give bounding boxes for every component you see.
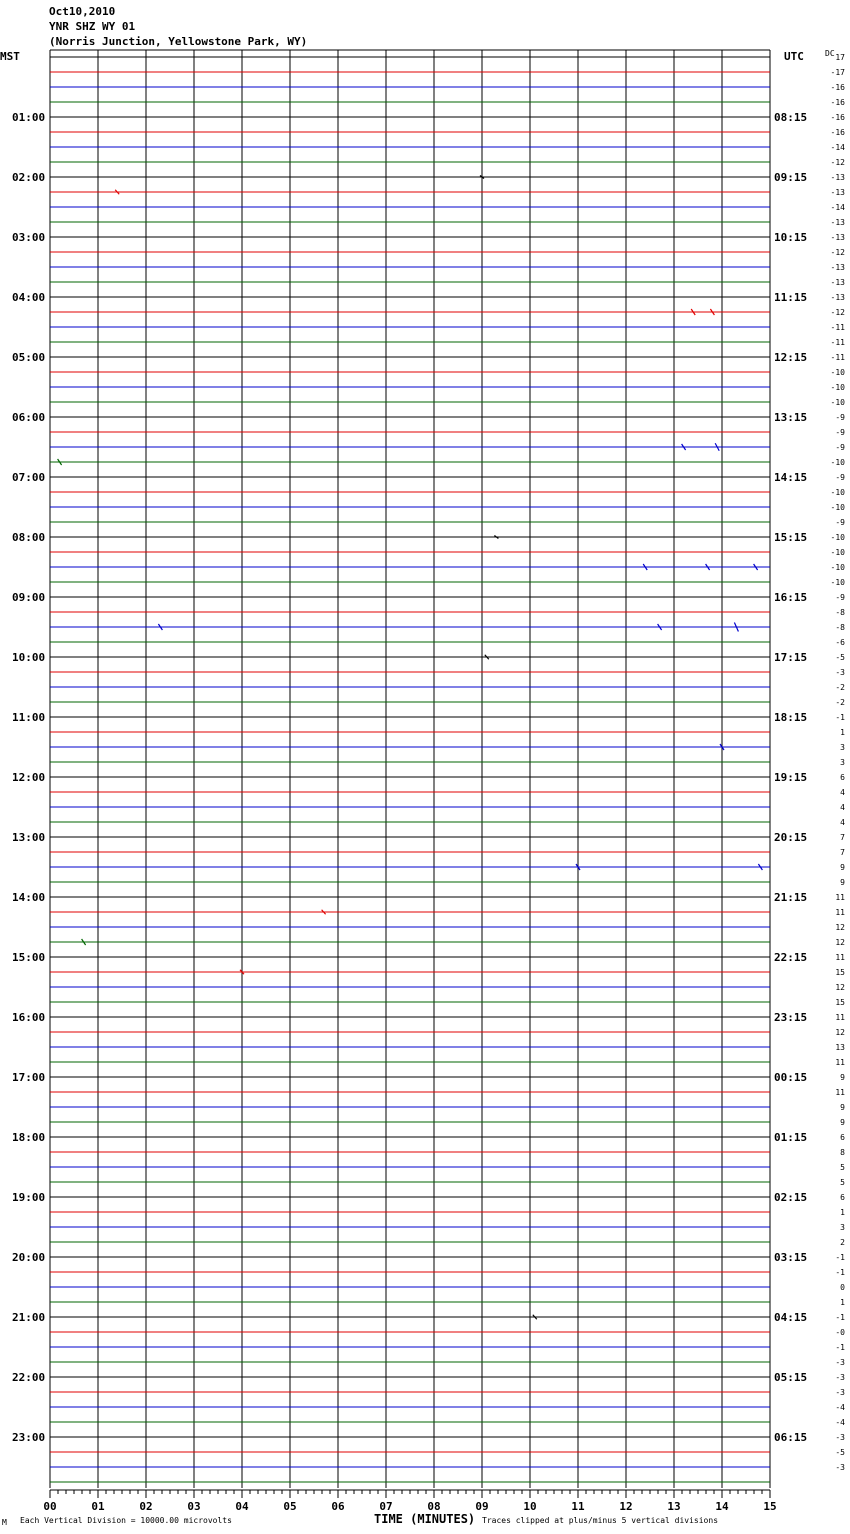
right-hour-label: 18:15 bbox=[774, 711, 808, 724]
dc-offset-label: -11 bbox=[830, 338, 845, 347]
left-hour-label: 20:00 bbox=[12, 1251, 46, 1264]
left-hour-label: 05:00 bbox=[12, 351, 46, 364]
right-hour-label: 15:15 bbox=[774, 531, 808, 544]
right-hour-label: 02:15 bbox=[774, 1191, 808, 1204]
left-hour-label: 12:00 bbox=[12, 771, 46, 784]
right-hour-label: 14:15 bbox=[774, 471, 808, 484]
x-tick-label: 05 bbox=[283, 1500, 297, 1513]
left-hour-label: 03:00 bbox=[12, 231, 46, 244]
dc-offset-label: -3 bbox=[835, 668, 845, 677]
left-hour-label: 13:00 bbox=[12, 831, 46, 844]
right-hour-label: 03:15 bbox=[774, 1251, 808, 1264]
dc-offset-label: -13 bbox=[830, 278, 845, 287]
right-hour-label: 23:15 bbox=[774, 1011, 808, 1024]
dc-offset-label: -2 bbox=[835, 683, 845, 692]
dc-offset-label: -14 bbox=[830, 143, 845, 152]
x-tick-label: 12 bbox=[619, 1500, 633, 1513]
dc-offset-label: -3 bbox=[835, 1388, 845, 1397]
x-tick-label: 14 bbox=[715, 1500, 729, 1513]
dc-offset-label: -12 bbox=[830, 308, 845, 317]
dc-offset-label: 12 bbox=[835, 1028, 845, 1037]
right-hour-label: 13:15 bbox=[774, 411, 808, 424]
dc-offset-label: 9 bbox=[840, 1103, 845, 1112]
dc-offset-label: 3 bbox=[840, 743, 845, 752]
dc-offset-label: -10 bbox=[830, 383, 845, 392]
dc-offset-label: 11 bbox=[835, 1088, 845, 1097]
left-hour-label: 01:00 bbox=[12, 111, 46, 124]
left-hour-label: 07:00 bbox=[12, 471, 46, 484]
clip-note: Traces clipped at plus/minus 5 vertical divisions bbox=[482, 1516, 719, 1525]
right-hour-label: 04:15 bbox=[774, 1311, 808, 1324]
right-hour-label: 05:15 bbox=[774, 1371, 808, 1384]
x-tick-label: 00 bbox=[43, 1500, 57, 1513]
dc-offset-label: 4 bbox=[840, 818, 845, 827]
dc-offset-label: 7 bbox=[840, 833, 845, 842]
dc-offset-label: 17 bbox=[835, 53, 845, 62]
dc-offset-label: -10 bbox=[830, 578, 845, 587]
dc-offset-label: -6 bbox=[835, 638, 845, 647]
dc-offset-label: -10 bbox=[830, 488, 845, 497]
dc-offset-label: 15 bbox=[835, 998, 845, 1007]
dc-offset-label: -13 bbox=[830, 263, 845, 272]
dc-offset-label: 9 bbox=[840, 863, 845, 872]
dc-offset-label: 15 bbox=[835, 968, 845, 977]
x-tick-label: 09 bbox=[475, 1500, 489, 1513]
dc-offset-label: 12 bbox=[835, 983, 845, 992]
dc-label: DC bbox=[825, 49, 835, 58]
header-station: YNR SHZ WY 01 bbox=[49, 20, 136, 33]
dc-offset-label: -13 bbox=[830, 233, 845, 242]
dc-offset-label: 1 bbox=[840, 1208, 845, 1217]
left-hour-label: 22:00 bbox=[12, 1371, 46, 1384]
header-date: Oct10,2010 bbox=[49, 5, 116, 18]
dc-offset-label: 6 bbox=[840, 1193, 845, 1202]
left-hour-label: 08:00 bbox=[12, 531, 46, 544]
right-hour-label: 10:15 bbox=[774, 231, 808, 244]
trace-lines bbox=[50, 57, 770, 1482]
left-hour-label: 18:00 bbox=[12, 1131, 46, 1144]
x-tick-label: 02 bbox=[139, 1500, 153, 1513]
vertical-division-note: Each Vertical Division = 10000.00 microvolts bbox=[20, 1516, 232, 1525]
left-hour-label: 17:00 bbox=[12, 1071, 46, 1084]
left-hour-label: 14:00 bbox=[12, 891, 46, 904]
dc-offset-label: -5 bbox=[835, 653, 845, 662]
left-hour-label: 19:00 bbox=[12, 1191, 46, 1204]
x-tick-label: 08 bbox=[427, 1500, 441, 1513]
header-location: (Norris Junction, Yellowstone Park, WY) bbox=[49, 35, 308, 48]
dc-offset-label: 13 bbox=[835, 1043, 845, 1052]
left-hour-label: 06:00 bbox=[12, 411, 46, 424]
dc-offset-label: 1 bbox=[840, 728, 845, 737]
dc-offset-label: -4 bbox=[835, 1418, 845, 1427]
right-hour-label: 12:15 bbox=[774, 351, 808, 364]
x-axis-title: TIME (MINUTES) bbox=[374, 1512, 476, 1526]
left-hour-label: 15:00 bbox=[12, 951, 46, 964]
right-hour-label: 00:15 bbox=[774, 1071, 808, 1084]
dc-offset-label: -3 bbox=[835, 1463, 845, 1472]
x-tick-label: 03 bbox=[187, 1500, 201, 1513]
dc-offset-label: -16 bbox=[830, 98, 845, 107]
right-hour-label: 06:15 bbox=[774, 1431, 808, 1444]
dc-offset-label: -9 bbox=[835, 428, 845, 437]
left-hour-label: 02:00 bbox=[12, 171, 46, 184]
dc-offset-label: -1 bbox=[835, 1268, 845, 1277]
right-hour-label: 19:15 bbox=[774, 771, 808, 784]
right-hour-label: 01:15 bbox=[774, 1131, 808, 1144]
dc-offset-label: -12 bbox=[830, 248, 845, 257]
right-hour-label: 22:15 bbox=[774, 951, 808, 964]
dc-offset-label: -10 bbox=[830, 563, 845, 572]
dc-offset-label: 12 bbox=[835, 938, 845, 947]
dc-offset-label: -14 bbox=[830, 203, 845, 212]
dc-offset-label: 11 bbox=[835, 1058, 845, 1067]
dc-offset-label: -10 bbox=[830, 398, 845, 407]
right-hour-label: 20:15 bbox=[774, 831, 808, 844]
x-tick-label: 04 bbox=[235, 1500, 249, 1513]
dc-offset-label: 11 bbox=[835, 908, 845, 917]
dc-offset-label: -11 bbox=[830, 323, 845, 332]
right-hour-label: 09:15 bbox=[774, 171, 808, 184]
dc-offset-label: 4 bbox=[840, 788, 845, 797]
dc-offset-label: -1 bbox=[835, 1343, 845, 1352]
dc-offset-label: 3 bbox=[840, 1223, 845, 1232]
dc-offset-label: 9 bbox=[840, 1118, 845, 1127]
dc-offset-label: -13 bbox=[830, 188, 845, 197]
dc-offset-label: -1 bbox=[835, 1313, 845, 1322]
dc-offset-label: 5 bbox=[840, 1178, 845, 1187]
left-hour-label: 21:00 bbox=[12, 1311, 46, 1324]
left-hour-label: 10:00 bbox=[12, 651, 46, 664]
dc-offset-label: 2 bbox=[840, 1238, 845, 1247]
dc-offset-label: 7 bbox=[840, 848, 845, 857]
left-hour-label: 23:00 bbox=[12, 1431, 46, 1444]
dc-offset-label: -2 bbox=[835, 698, 845, 707]
dc-offset-label: -9 bbox=[835, 473, 845, 482]
dc-offset-label: -3 bbox=[835, 1433, 845, 1442]
dc-offset-label: -1 bbox=[835, 713, 845, 722]
dc-offset-label: -10 bbox=[830, 533, 845, 542]
left-zone-label: MST bbox=[0, 50, 20, 63]
dc-offset-label: 0 bbox=[840, 1283, 845, 1292]
dc-offset-label: -4 bbox=[835, 1403, 845, 1412]
right-hour-label: 11:15 bbox=[774, 291, 808, 304]
dc-offset-label: -0 bbox=[835, 1328, 845, 1337]
dc-offset-label: -13 bbox=[830, 293, 845, 302]
dc-offset-label: -12 bbox=[830, 158, 845, 167]
dc-offset-label: 9 bbox=[840, 1073, 845, 1082]
dc-offset-label: -3 bbox=[835, 1373, 845, 1382]
dc-offset-label: 3 bbox=[840, 758, 845, 767]
dc-offset-label: -5 bbox=[835, 1448, 845, 1457]
x-tick-label: 15 bbox=[763, 1500, 777, 1513]
dc-offset-label: 5 bbox=[840, 1163, 845, 1172]
left-hour-label: 09:00 bbox=[12, 591, 46, 604]
dc-offset-label: 11 bbox=[835, 953, 845, 962]
dc-offset-label: -9 bbox=[835, 443, 845, 452]
right-hour-label: 21:15 bbox=[774, 891, 808, 904]
right-hour-label: 17:15 bbox=[774, 651, 808, 664]
dc-offset-label: 8 bbox=[840, 1148, 845, 1157]
dc-offset-label: 11 bbox=[835, 893, 845, 902]
dc-offset-label: -8 bbox=[835, 623, 845, 632]
x-tick-label: 10 bbox=[523, 1500, 537, 1513]
dc-offset-label: 11 bbox=[835, 1013, 845, 1022]
left-hour-label: 04:00 bbox=[12, 291, 46, 304]
x-tick-label: 07 bbox=[379, 1500, 393, 1513]
dc-offset-label: -16 bbox=[830, 128, 845, 137]
dc-offset-label: -9 bbox=[835, 518, 845, 527]
right-hour-label: 08:15 bbox=[774, 111, 808, 124]
dc-offset-label: -13 bbox=[830, 173, 845, 182]
dc-offset-label: -3 bbox=[835, 1358, 845, 1367]
right-hour-label: 16:15 bbox=[774, 591, 808, 604]
dc-offset-label: 6 bbox=[840, 773, 845, 782]
dc-offset-label: -16 bbox=[830, 113, 845, 122]
dc-offset-label: 6 bbox=[840, 1133, 845, 1142]
dc-offset-label: -1 bbox=[835, 1253, 845, 1262]
dc-offset-label: -10 bbox=[830, 458, 845, 467]
x-tick-label: 11 bbox=[571, 1500, 585, 1513]
x-tick-label: 01 bbox=[91, 1500, 105, 1513]
left-hour-label: 16:00 bbox=[12, 1011, 46, 1024]
dc-offset-label: -9 bbox=[835, 413, 845, 422]
dc-offset-label: -10 bbox=[830, 503, 845, 512]
dc-offset-label: -16 bbox=[830, 83, 845, 92]
left-hour-label: 11:00 bbox=[12, 711, 46, 724]
dc-offset-label: -9 bbox=[835, 593, 845, 602]
right-zone-label: UTC bbox=[784, 50, 804, 63]
dc-offset-label: 4 bbox=[840, 803, 845, 812]
x-tick-label: 13 bbox=[667, 1500, 681, 1513]
axis-labels bbox=[12, 53, 845, 1513]
dc-offset-label: 12 bbox=[835, 923, 845, 932]
dc-offset-label: -11 bbox=[830, 353, 845, 362]
left-mark: M bbox=[2, 1518, 7, 1527]
dc-offset-label: 9 bbox=[840, 878, 845, 887]
dc-offset-label: -8 bbox=[835, 608, 845, 617]
dc-offset-label: -13 bbox=[830, 218, 845, 227]
dc-offset-label: 1 bbox=[840, 1298, 845, 1307]
dc-offset-label: -17 bbox=[830, 68, 845, 77]
dc-offset-label: -10 bbox=[830, 548, 845, 557]
x-tick-label: 06 bbox=[331, 1500, 345, 1513]
dc-offset-label: -10 bbox=[830, 368, 845, 377]
